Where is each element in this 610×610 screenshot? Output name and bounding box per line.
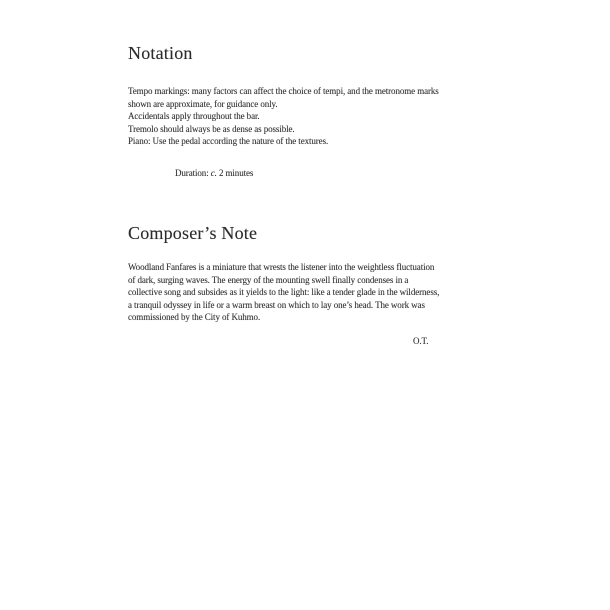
text-line: shown are approximate, for guidance only.: [128, 98, 278, 109]
text-line: Accidentals apply throughout the bar.: [128, 111, 260, 121]
text-line: Piano: Use the pedal according the nature of the textures.: [128, 136, 329, 146]
composers-note-paragraph: [128, 261, 439, 324]
text-line: a tranquil odyssey in life or a warm breast on which to lay one’s head. The work was: [128, 299, 425, 310]
notation-heading: Notation: [128, 43, 193, 63]
text-line: Tremolo should always be as dense as possible.: [128, 123, 295, 134]
composer-initials: O.T.: [413, 336, 429, 346]
text-line: commissioned by the City of Kuhmo.: [128, 312, 261, 322]
text-line: Woodland Fanfares is a miniature that wrests the listener into the weightless fluctuation: [128, 262, 435, 272]
text-line: of dark, surging waves. The energy of the mounting swell finally condenses in a: [128, 274, 409, 285]
text-line: Tempo markings: many factors can affect the choice of tempi, and the metronome marks: [128, 86, 439, 96]
duration-line: [175, 167, 253, 180]
composers-note-heading: Composer’s Note: [128, 223, 258, 243]
notation-paragraph: [128, 85, 439, 148]
duration-label: Duration:: [175, 168, 211, 178]
text-line: collective song and subsides as it yields to the light: like a tender glade in the wilderness,: [128, 287, 440, 297]
duration-circa: c.: [210, 168, 217, 178]
duration-value: 2 minutes: [216, 168, 254, 178]
